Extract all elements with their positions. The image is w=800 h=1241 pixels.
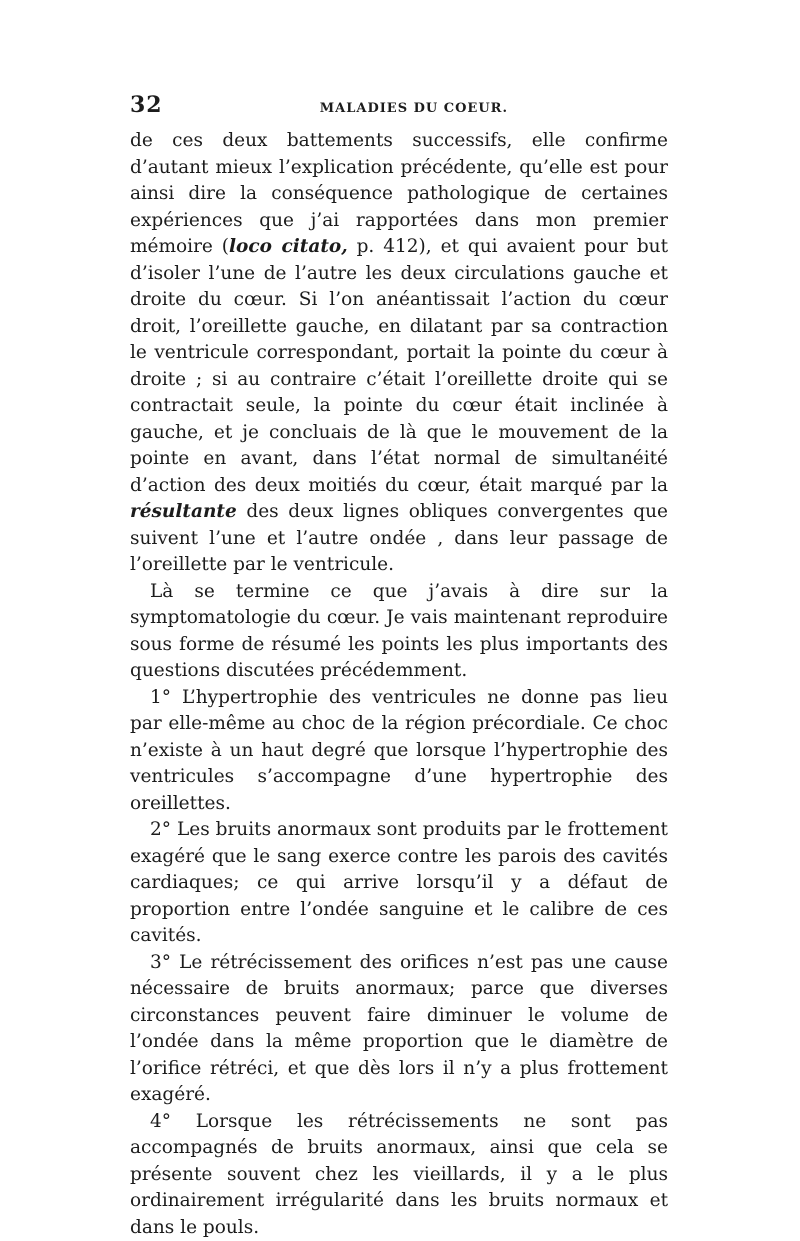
page-number: 32 <box>130 92 163 118</box>
page-header <box>130 92 668 122</box>
summary-item-1: 1° L’hypertrophie des ventricules ne donne pas lieu par elle-même au choc de la région précordiale. Ce choc n’existe à un haut degré que lorsque l’hypertrophie des ventricules s’accompagne d’une hypertrophie des oreillettes. <box>130 685 668 818</box>
paragraph-summary-intro: Là se termine ce que j’avais à dire sur la symptomatologie du cœur. Je vais maintenant reproduire sous forme de résumé les points les plus importants des questions discutées précédemment. <box>130 579 668 685</box>
summary-item-2: 2° Les bruits anormaux sont produits par le frottement exagéré que le sang exerce contre les parois des cavités cardiaques; ce qui arrive lorsqu’il y a défaut de proportion entre l’ondée sanguine et le calibre de ces cavités. <box>130 817 668 950</box>
body-text <box>130 128 668 1241</box>
text-run: p. 412), et qui avaient pour but d’isoler l’une de l’autre les deux circulations gauche et droite du cœur. Si l’on anéantissait l’action du cœur droit, l’oreillette gauche, en dilatant par sa contraction le ventricule correspondant, portait la pointe du cœur à droite ; si au contraire c’était l’oreillette droite qui se contractait seule, la pointe du cœur était inclinée à gauche, et je concluais de là que le mouvement de la pointe en avant, dans l’état normal de simultanéité d’action des deux moitiés du cœur, était marqué par la <box>130 236 668 496</box>
italic-term: résultante <box>130 501 237 522</box>
paragraph-continuation <box>130 128 668 579</box>
running-title: MALADIES DU COEUR. <box>320 101 508 116</box>
summary-item-4: 4° Lorsque les rétrécissements ne sont pas accompagnés de bruits anormaux, ainsi que cela se présente souvent chez les vieillards, il y a le plus ordinairement irrégularité dans les bruits normaux et dans le pouls. <box>130 1109 668 1241</box>
text-run: des deux lignes obliques convergentes que suivent l’une et l’autre ondée , dans leur passage de l’oreillette par le ventricule. <box>130 501 668 575</box>
summary-item-3: 3° Le rétrécissement des orifices n’est pas une cause nécessaire de bruits anormaux; parce que diverses circonstances peuvent faire diminuer le volume de l’ondée dans la même proportion que le diamètre de l’orifice rétréci, et que dès lors il n’y a plus frottement exagéré. <box>130 950 668 1109</box>
italic-citation: loco citato, <box>229 236 348 257</box>
text-run: de ces deux battements successifs, elle confirme d’autant mieux l’explication précédente, qu’elle est pour ainsi dire la conséquence pathologique de certaines expériences que j’ai rapportées dans mon premier mémoire ( <box>130 130 668 257</box>
